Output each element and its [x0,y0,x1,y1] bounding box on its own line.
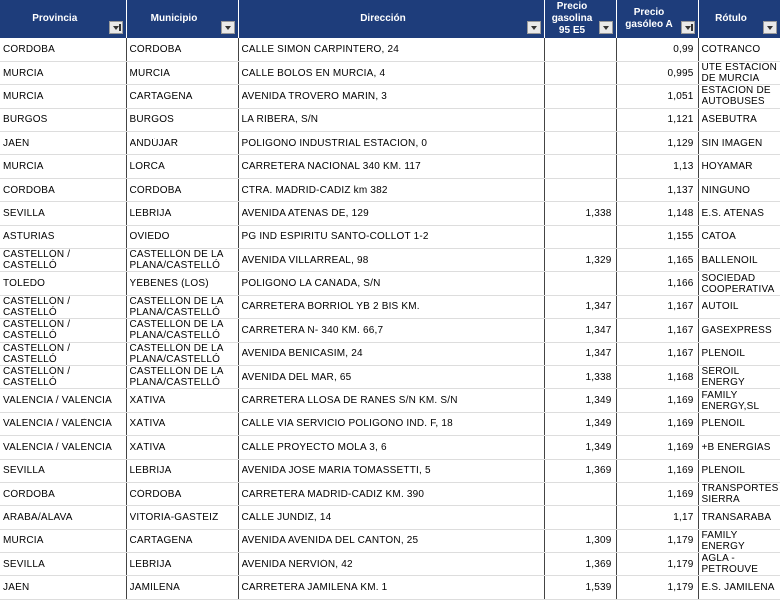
cell-provincia[interactable]: TOLEDO [0,272,126,295]
cell-provincia[interactable]: CASTELLÓN / CASTELLÓ [0,365,126,388]
cell-rotulo[interactable]: TRANSARABA [698,506,780,529]
table-row[interactable] [0,482,780,505]
cell-municipio[interactable]: CÓRDOBA [126,38,238,61]
cell-direccion[interactable]: AVENIDA VILLARREAL, 98 [238,249,544,272]
filter-dropdown-icon[interactable] [599,21,613,34]
cell-precio-gasolina[interactable] [544,272,616,295]
cell-precio-gasoleo[interactable]: 1,121 [616,108,698,131]
cell-provincia[interactable]: JAÉN [0,576,126,599]
cell-precio-gasolina[interactable]: 1,349 [544,412,616,435]
filter-dropdown-icon[interactable] [109,21,123,34]
table-row[interactable] [0,389,780,412]
cell-provincia[interactable]: MURCIA [0,85,126,108]
cell-precio-gasolina[interactable] [544,61,616,84]
cell-precio-gasolina[interactable] [544,132,616,155]
cell-direccion[interactable]: CARRETERA LLOSA DE RANES S/N KM. S/N [238,389,544,412]
cell-precio-gasolina[interactable]: 1,347 [544,319,616,342]
table-row[interactable] [0,342,780,365]
cell-direccion[interactable]: CARRETERA MADRID-CADIZ KM. 390 [238,482,544,505]
cell-rotulo[interactable]: CATOA [698,225,780,248]
cell-precio-gasoleo[interactable]: 1,179 [616,576,698,599]
cell-precio-gasolina[interactable]: 1,347 [544,295,616,318]
cell-precio-gasoleo[interactable]: 1,166 [616,272,698,295]
cell-rotulo[interactable]: PLENOIL [698,459,780,482]
cell-precio-gasoleo[interactable]: 1,169 [616,412,698,435]
cell-precio-gasoleo[interactable]: 0,99 [616,38,698,61]
cell-municipio[interactable]: LORCA [126,155,238,178]
cell-municipio[interactable]: JAMILENA [126,576,238,599]
cell-precio-gasoleo[interactable]: 1,179 [616,529,698,552]
cell-municipio[interactable]: CÓRDOBA [126,178,238,201]
table-row[interactable] [0,155,780,178]
cell-rotulo[interactable]: PLENOIL [698,342,780,365]
cell-rotulo[interactable]: +B ENERGIAS [698,436,780,459]
cell-municipio[interactable]: CARTAGENA [126,529,238,552]
cell-rotulo[interactable]: SEROIL ENERGY [698,365,780,388]
cell-municipio[interactable]: LEBRIJA [126,459,238,482]
cell-direccion[interactable]: CALLE JUNDIZ, 14 [238,506,544,529]
cell-municipio[interactable]: CÓRDOBA [126,482,238,505]
table-row[interactable] [0,365,780,388]
cell-provincia[interactable]: CASTELLÓN / CASTELLÓ [0,295,126,318]
table-row[interactable] [0,132,780,155]
header-provincia: Provincia [0,0,126,38]
cell-precio-gasolina[interactable] [544,225,616,248]
cell-direccion[interactable]: CALLE PROYECTO MOLA 3, 6 [238,436,544,459]
cell-rotulo[interactable]: SIN IMAGEN [698,132,780,155]
cell-provincia[interactable]: JAÉN [0,132,126,155]
cell-precio-gasolina[interactable]: 1,539 [544,576,616,599]
header-row [0,0,780,38]
cell-provincia[interactable]: BURGOS [0,108,126,131]
cell-precio-gasolina[interactable]: 1,349 [544,389,616,412]
cell-provincia[interactable]: VALENCIA / VALÈNCIA [0,389,126,412]
cell-rotulo[interactable]: AGLA - PETROUVE [698,553,780,576]
cell-provincia[interactable]: CÓRDOBA [0,38,126,61]
cell-rotulo[interactable]: UTE ESTACION DE MURCIA [698,61,780,84]
table-row[interactable] [0,529,780,552]
cell-precio-gasoleo[interactable]: 1,129 [616,132,698,155]
cell-municipio[interactable]: CASTELLÓN DE LA PLANA/CASTELLÓ [126,295,238,318]
cell-precio-gasolina[interactable]: 1,349 [544,436,616,459]
table-row[interactable] [0,319,780,342]
cell-direccion[interactable]: AVENIDA JOSE MARIA TOMASSETTI, 5 [238,459,544,482]
table-row[interactable] [0,459,780,482]
cell-rotulo[interactable]: HOYAMAR [698,155,780,178]
cell-provincia[interactable]: CASTELLÓN / CASTELLÓ [0,342,126,365]
header-rotulo: Rótulo [698,0,780,38]
cell-precio-gasoleo[interactable]: 1,169 [616,389,698,412]
table-row[interactable] [0,249,780,272]
cell-direccion[interactable]: POLIGONO INDUSTRIAL ESTACION, 0 [238,132,544,155]
cell-precio-gasolina[interactable] [544,108,616,131]
cell-precio-gasoleo[interactable]: 1,168 [616,365,698,388]
cell-precio-gasolina[interactable]: 1,369 [544,553,616,576]
cell-rotulo[interactable]: SOCIEDAD COOPERATIVA [698,272,780,295]
cell-provincia[interactable]: CASTELLÓN / CASTELLÓ [0,319,126,342]
cell-precio-gasoleo[interactable]: 1,167 [616,295,698,318]
cell-direccion[interactable]: POLIGONO LA CAÑADA, S/N [238,272,544,295]
cell-direccion[interactable]: CARRETERA NACIONAL 340 KM. 117 [238,155,544,178]
cell-rotulo[interactable]: FAMILY ENERGY [698,529,780,552]
cell-precio-gasolina[interactable]: 1,338 [544,202,616,225]
cell-precio-gasolina[interactable]: 1,369 [544,459,616,482]
table-row[interactable] [0,202,780,225]
cell-provincia[interactable]: ASTURIAS [0,225,126,248]
cell-precio-gasolina[interactable] [544,85,616,108]
cell-rotulo[interactable]: ESTACION DE AUTOBUSES [698,85,780,108]
cell-municipio[interactable]: CASTELLÓN DE LA PLANA/CASTELLÓ [126,319,238,342]
cell-municipio[interactable]: XÀTIVA [126,389,238,412]
cell-direccion[interactable]: AVENIDA AVENIDA DEL CANTON, 25 [238,529,544,552]
cell-provincia[interactable]: MURCIA [0,529,126,552]
table-row[interactable] [0,436,780,459]
table-row[interactable] [0,85,780,108]
cell-municipio[interactable]: CASTELLÓN DE LA PLANA/CASTELLÓ [126,365,238,388]
cell-direccion[interactable]: CALLE SIMÓN CARPINTERO, 24 [238,38,544,61]
cell-precio-gasolina[interactable]: 1,329 [544,249,616,272]
table-row[interactable] [0,61,780,84]
cell-municipio[interactable]: VITORIA-GASTEIZ [126,506,238,529]
cell-precio-gasoleo[interactable]: 1,13 [616,155,698,178]
cell-rotulo[interactable]: AUTOIL [698,295,780,318]
cell-provincia[interactable]: MURCIA [0,155,126,178]
cell-provincia[interactable]: VALENCIA / VALÈNCIA [0,436,126,459]
cell-precio-gasoleo[interactable]: 1,179 [616,553,698,576]
cell-provincia[interactable]: SEVILLA [0,202,126,225]
cell-direccion[interactable]: CARRETERA N- 340 KM. 66,7 [238,319,544,342]
cell-municipio[interactable]: YÉBENES (LOS) [126,272,238,295]
filter-dropdown-icon[interactable] [527,21,541,34]
header-municipio: Municipio [126,0,238,38]
cell-direccion[interactable]: CALLE VIA SERVICIO POLIGONO IND. F, 18 [238,412,544,435]
cell-municipio[interactable]: XÀTIVA [126,412,238,435]
cell-rotulo[interactable]: BALLENOIL [698,249,780,272]
cell-municipio[interactable]: MURCIA [126,61,238,84]
cell-rotulo[interactable]: E.S. JAMILENA [698,576,780,599]
header-precio-gasolina: Precio gasolina 95 E5 [544,0,616,38]
cell-precio-gasolina[interactable]: 1,309 [544,529,616,552]
cell-direccion[interactable]: CTRA. MADRID-CADIZ km 382 [238,178,544,201]
table-row[interactable] [0,178,780,201]
table-row[interactable] [0,412,780,435]
cell-direccion[interactable]: AVENIDA TROVERO MARIN, 3 [238,85,544,108]
cell-direccion[interactable]: CALLE BOLOS EN MURCIA, 4 [238,61,544,84]
cell-precio-gasolina[interactable]: 1,338 [544,365,616,388]
cell-provincia[interactable]: ARABA/ÁLAVA [0,506,126,529]
cell-precio-gasolina[interactable] [544,178,616,201]
table-row[interactable] [0,272,780,295]
cell-direccion[interactable]: CARRETERA BORRIOL YB 2 BIS KM. [238,295,544,318]
cell-precio-gasoleo[interactable]: 1,155 [616,225,698,248]
table-row[interactable] [0,576,780,599]
cell-provincia[interactable]: SEVILLA [0,459,126,482]
cell-rotulo[interactable]: TRANSPORTES SIERRA [698,482,780,505]
filter-dropdown-icon[interactable] [221,21,235,34]
table-row[interactable] [0,553,780,576]
cell-direccion[interactable]: PG IND ESPIRITU SANTO-COLLOT 1-2 [238,225,544,248]
cell-precio-gasoleo[interactable]: 1,17 [616,506,698,529]
table-row[interactable] [0,225,780,248]
cell-municipio[interactable]: LEBRIJA [126,553,238,576]
table-row[interactable] [0,506,780,529]
cell-municipio[interactable]: LEBRIJA [126,202,238,225]
cell-municipio[interactable]: BURGOS [126,108,238,131]
cell-municipio[interactable]: CARTAGENA [126,85,238,108]
cell-precio-gasolina[interactable] [544,38,616,61]
cell-rotulo[interactable]: E.S. ATENAS [698,202,780,225]
cell-rotulo[interactable]: COTRANCO [698,38,780,61]
cell-precio-gasoleo[interactable]: 1,169 [616,459,698,482]
filter-dropdown-icon[interactable] [763,21,777,34]
cell-municipio[interactable]: CASTELLÓN DE LA PLANA/CASTELLÓ [126,249,238,272]
cell-precio-gasolina[interactable]: 1,347 [544,342,616,365]
cell-provincia[interactable]: CÓRDOBA [0,482,126,505]
cell-direccion[interactable]: LA RIBERA, S/N [238,108,544,131]
cell-direccion[interactable]: AVENIDA DEL MAR, 65 [238,365,544,388]
header-direccion: Dirección [238,0,544,38]
table-body [0,38,780,599]
header-precio-gasoleo: Precio gasóleo A [616,0,698,38]
cell-precio-gasoleo[interactable]: 1,167 [616,342,698,365]
cell-rotulo[interactable]: GASEXPRESS [698,319,780,342]
cell-precio-gasoleo[interactable]: 1,167 [616,319,698,342]
cell-precio-gasoleo[interactable]: 1,169 [616,436,698,459]
filter-dropdown-icon[interactable] [681,21,695,34]
cell-direccion[interactable]: CARRETERA JAMILENA KM. 1 [238,576,544,599]
cell-precio-gasoleo[interactable]: 1,051 [616,85,698,108]
cell-precio-gasoleo[interactable]: 1,169 [616,482,698,505]
cell-rotulo[interactable]: ASEBUTRA [698,108,780,131]
cell-municipio[interactable]: OVIEDO [126,225,238,248]
cell-provincia[interactable]: SEVILLA [0,553,126,576]
table-row[interactable] [0,295,780,318]
table-row[interactable] [0,108,780,131]
cell-municipio[interactable]: ANDÚJAR [126,132,238,155]
cell-rotulo[interactable]: NINGUNO [698,178,780,201]
cell-precio-gasolina[interactable] [544,155,616,178]
cell-precio-gasoleo[interactable]: 0,995 [616,61,698,84]
cell-rotulo[interactable]: FAMILY ENERGY,SL [698,389,780,412]
cell-precio-gasolina[interactable] [544,506,616,529]
cell-precio-gasoleo[interactable]: 1,165 [616,249,698,272]
cell-precio-gasoleo[interactable]: 1,137 [616,178,698,201]
cell-precio-gasoleo[interactable]: 1,148 [616,202,698,225]
table-row[interactable] [0,38,780,61]
cell-provincia[interactable]: CÓRDOBA [0,178,126,201]
cell-precio-gasolina[interactable] [544,482,616,505]
cell-provincia[interactable]: CASTELLÓN / CASTELLÓ [0,249,126,272]
cell-direccion[interactable]: AVENIDA NERVIÓN, 42 [238,553,544,576]
cell-municipio[interactable]: XÀTIVA [126,436,238,459]
cell-provincia[interactable]: VALENCIA / VALÈNCIA [0,412,126,435]
cell-direccion[interactable]: AVENIDA BENICASIM, 24 [238,342,544,365]
cell-direccion[interactable]: AVENIDA ATENAS DE, 129 [238,202,544,225]
cell-rotulo[interactable]: PLENOIL [698,412,780,435]
cell-provincia[interactable]: MURCIA [0,61,126,84]
cell-municipio[interactable]: CASTELLÓN DE LA PLANA/CASTELLÓ [126,342,238,365]
